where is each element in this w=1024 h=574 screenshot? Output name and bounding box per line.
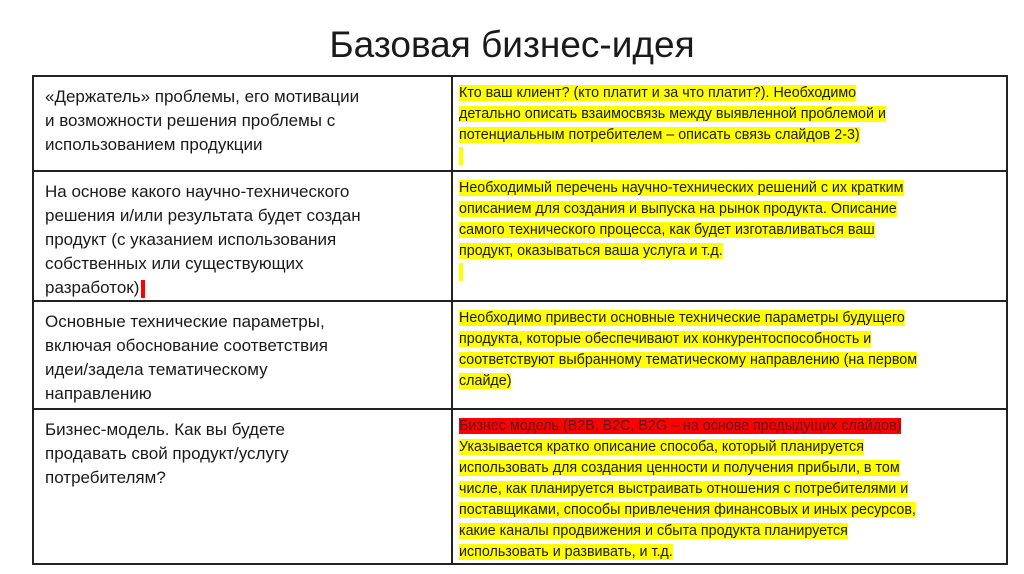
- text-line: потребителям?: [45, 468, 166, 487]
- text-line: разработок): [45, 278, 140, 297]
- text-line: Указывается кратко описание способа, который планируется: [459, 439, 864, 455]
- text-line: и возможности решения проблемы с: [45, 111, 336, 130]
- text-line: Кто ваш клиент? (кто платит и за что платит?). Необходимо: [459, 85, 857, 101]
- text-line: На основе какого научно-технического: [45, 182, 350, 201]
- table-row: [33, 171, 1007, 301]
- question-cell: [33, 301, 452, 409]
- text-line: числе, как планируется выстраивать отношения с потребителями и: [459, 481, 909, 497]
- text-line: «Держатель» проблемы, его мотивации: [45, 87, 360, 106]
- text-line: продукт, оказываться ваша услуга и т.д.: [459, 243, 723, 259]
- text-line: потенциальным потребителем – описать связь слайдов 2-3): [459, 127, 860, 143]
- text-line: продукт (с указанием использования: [45, 230, 337, 249]
- text-line: какие каналы продвижения и сбыта продукта планируется: [459, 523, 848, 539]
- text-line: решения и/или результата будет создан: [45, 206, 361, 225]
- text-line: детально описать взаимосвязь между выявленной проблемой и: [459, 106, 886, 122]
- text-line: использовать и развивать, и т.д.: [459, 544, 673, 560]
- text-line: продавать свой продукт/услугу: [45, 444, 289, 463]
- text-line: идеи/задела тематическому: [45, 360, 268, 379]
- text-line: слайде): [459, 373, 512, 389]
- highlight-mark: [459, 147, 463, 165]
- question-cell: [33, 171, 452, 301]
- table-row: [33, 409, 1007, 564]
- text-line: собственных или существующих: [45, 254, 304, 273]
- text-line: Основные технические параметры,: [45, 312, 325, 331]
- highlight-mark: [459, 263, 463, 281]
- text-line: направлению: [45, 384, 152, 403]
- text-line: Необходимый перечень научно-технических решений с их кратким: [459, 180, 904, 196]
- question-cell: [33, 409, 452, 564]
- text-line: использовать для создания ценности и получения прибыли, в том: [459, 460, 900, 476]
- red-mark: [141, 280, 145, 298]
- answer-cell: [452, 301, 1007, 409]
- red-highlighted-line: Бизнес модель (B2B, B2C, B2G – на основе предыдущих слайдов): [459, 418, 902, 434]
- table-row: [33, 301, 1007, 409]
- text-line: самого технического процесса, как будет изготавливаться ваш: [459, 222, 875, 238]
- business-idea-table: [32, 75, 1008, 565]
- text-line: продукта, которые обеспечивают их конкурентоспособность и: [459, 331, 872, 347]
- answer-cell: [452, 171, 1007, 301]
- text-line: описанием для создания и выпуска на рынок продукта. Описание: [459, 201, 897, 217]
- text-line: Необходимо привести основные технические параметры будущего: [459, 310, 905, 326]
- table-row: [33, 76, 1007, 171]
- text-line: Бизнес-модель. Как вы будете: [45, 420, 285, 439]
- answer-cell: [452, 76, 1007, 171]
- text-line: использованием продукции: [45, 135, 263, 154]
- question-cell: [33, 76, 452, 171]
- text-line: поставщиками, способы привлечения финансовых и иных ресурсов,: [459, 502, 916, 518]
- text-line: соответствуют выбранному тематическому направлению (на первом: [459, 352, 918, 368]
- answer-cell: [452, 409, 1007, 564]
- text-line: включая обоснование соответствия: [45, 336, 328, 355]
- slide-title: Базовая бизнес-идея: [329, 24, 695, 65]
